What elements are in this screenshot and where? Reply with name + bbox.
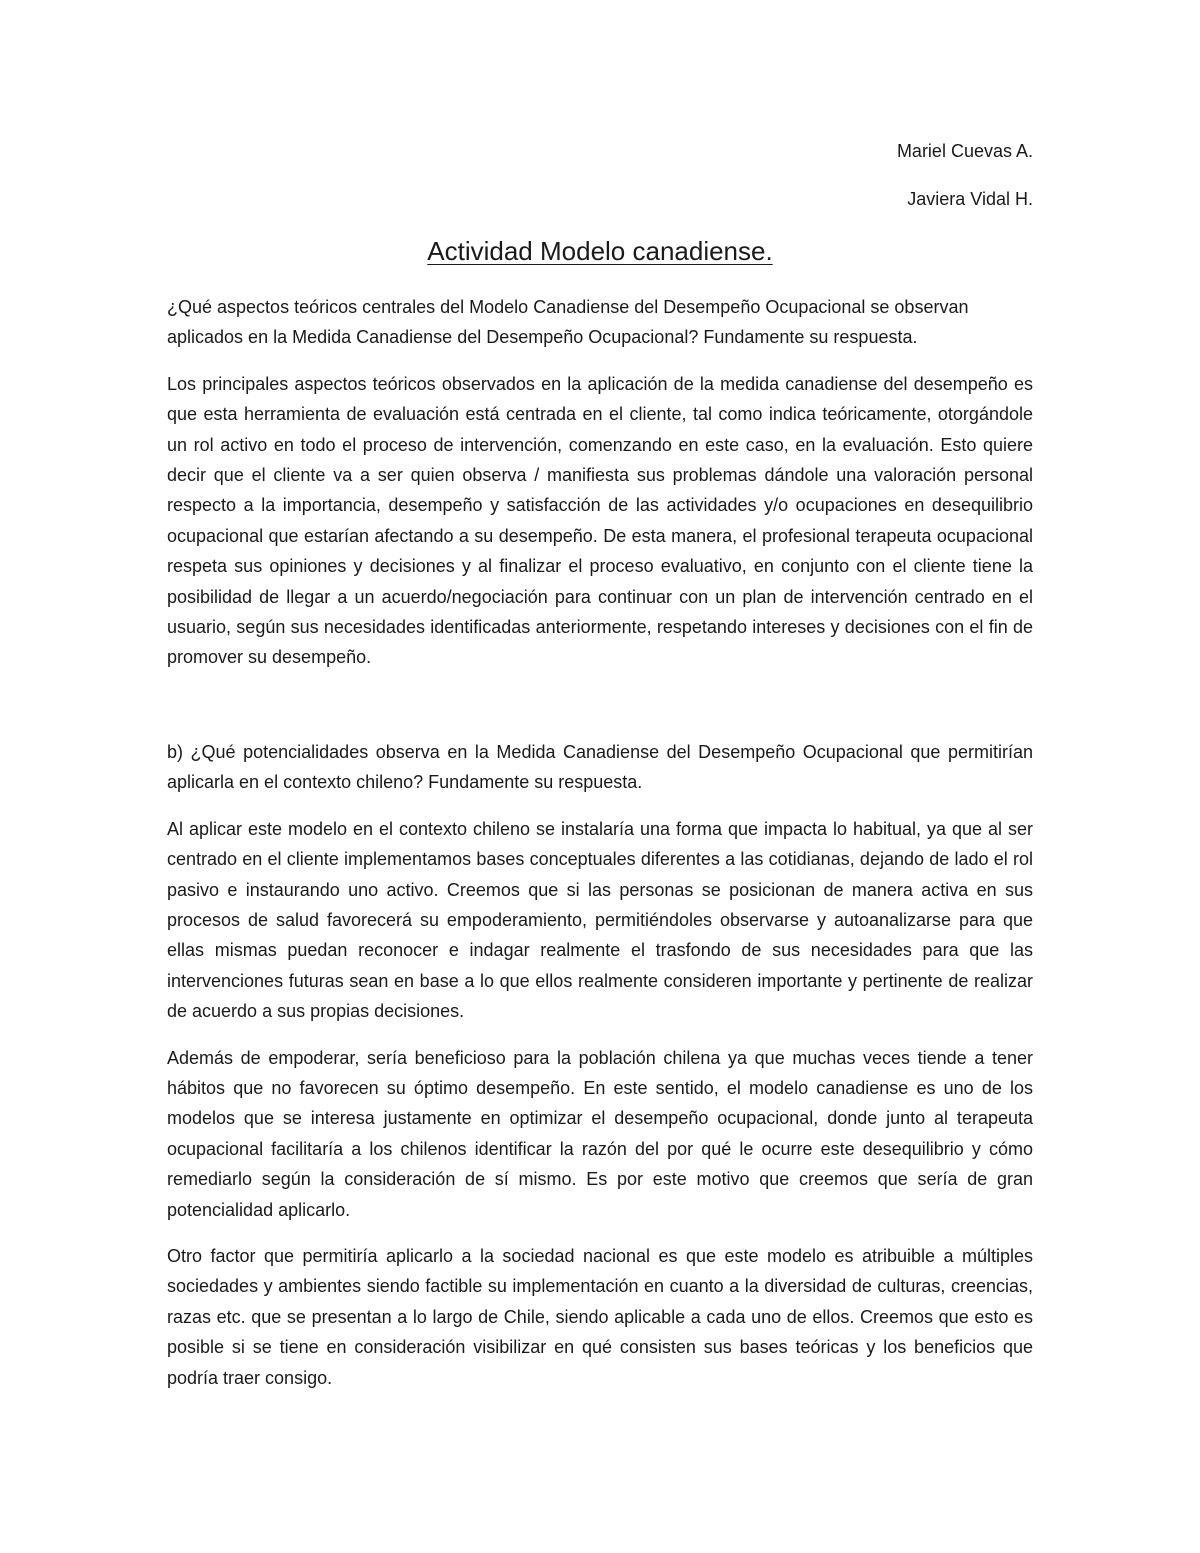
answer-b-paragraph-3: Otro factor que permitiría aplicarlo a la sociedad nacional es que este modelo es atribuible a múltiples sociedades y ambientes siendo factible su implementación en cuanto a la diversidad de culturas, creencias, razas etc. que se presentan a lo largo de Chile, siendo aplicable a cada uno de ellos. Creemos que esto es posible si se tiene en consideración visibilizar en qué consisten sus bases teóricas y los beneficios que podría traer consigo. <box>167 1245 1033 1388</box>
author-name: Javiera Vidal H. <box>907 189 1033 209</box>
question-b: b) ¿Qué potencialidades observa en la Medida Canadiense del Desempeño Ocupacional que permitirían aplicarla en el contexto chileno? Fundamente su respuesta. <box>167 741 1033 793</box>
document-body <box>167 292 1033 1409</box>
document-title: Actividad Modelo canadiense. <box>427 236 773 266</box>
question-a: ¿Qué aspectos teóricos centrales del Modelo Canadiense del Desempeño Ocupacional se observan aplicados en la Medida Canadiense del Desempeño Ocupacional? Fundamente su respuesta. <box>167 297 969 348</box>
author-name: Mariel Cuevas A. <box>896 141 1033 161</box>
author-block <box>897 142 1033 238</box>
answer-b-paragraph-1: Al aplicar este modelo en el contexto chileno se instalaría una forma que impacta lo habitual, ya que al ser centrado en el cliente implementamos bases conceptuales diferentes a las cotidianas, dejando de lado el rol pasivo e instaurando uno activo. Creemos que si las personas se posicionan de manera activa en sus procesos de salud favorecerá su empoderamiento, permitiéndoles observarse y autoanalizarse para que ellas mismas puedan reconocer e indagar realmente el trasfondo de sus necesidades para que las intervenciones futuras sean en base a lo que ellos realmente consideren importante y pertinente de realizar de acuerdo a sus propias decisiones. <box>167 818 1033 1022</box>
answer-b-paragraph-2: Además de empoderar, sería beneficioso para la población chilena ya que muchas veces tiende a tener hábitos que no favorecen su óptimo desempeño. En este sentido, el modelo canadiense es uno de los modelos que se interesa justamente en optimizar el desempeño ocupacional, donde junto al terapeuta ocupacional facilitaría a los chilenos identificar la razón del por qué le ocurre este desequilibrio y cómo remediarlo según la consideración de sí mismo. Es por este motivo que creemos que sería de gran potencialidad aplicarlo. <box>167 1047 1033 1220</box>
answer-a-paragraph: Los principales aspectos teóricos observados en la aplicación de la medida canadiense del desempeño es que esta herramienta de evaluación está centrada en el cliente, tal como indica teóricamente, otorgándole un rol activo en todo el proceso de intervención, comenzando en este caso, en la evaluación. Esto quiere decir que el cliente va a ser quien observa / manifiesta sus problemas dándole una valoración personal respecto a la importancia, desempeño y satisfacción de las actividades y/o ocupaciones en desequilibrio ocupacional que estarían afectando a su desempeño. De esta manera, el profesional terapeuta ocupacional respeta sus opiniones y decisiones y al finalizar el proceso evaluativo, en conjunto con el cliente tiene la posibilidad de llegar a un acuerdo/negociación para continuar con un plan de intervención centrado en el usuario, según sus necesidades identificadas anteriormente, respetando intereses y decisiones con el fin de promover su desempeño. <box>167 373 1033 668</box>
